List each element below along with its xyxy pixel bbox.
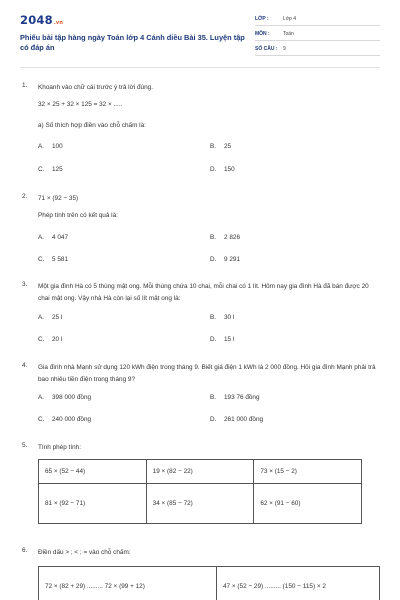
option-letter: D. (210, 416, 217, 423)
table-row (39, 567, 380, 600)
option-text: 240 000 đồng (52, 416, 92, 423)
table-cell: 72 × (82 + 29) ......... 72 × (99 + 12) (39, 567, 217, 600)
table-cell: 62 × (91 − 60) (254, 484, 362, 524)
option-text: 25 (224, 143, 232, 150)
meta-count-row (255, 44, 380, 56)
question-1-prompt: a) Số thích hợp điền vào chỗ chấm là: (38, 122, 146, 129)
question-text: Một gia đình Hà có 5 thùng mật ong. Mỗi thùng chứa 10 chai, mỗi chai có 1 lít. Hôm nay gia đình Hà đã bán được 20 chai mật ong. Vậy nhà Hà còn lại số lít mật ong là: (38, 283, 369, 302)
option-text: 398 000 đồng (52, 394, 92, 401)
header-divider (20, 67, 380, 68)
option-letter: B. (210, 234, 217, 241)
option-c[interactable] (38, 336, 62, 343)
question-text: Tính phép tính: (38, 444, 81, 451)
option-text: 193 76 đồng (224, 394, 260, 401)
option-letter: D. (210, 166, 217, 173)
option-letter: C. (38, 416, 45, 423)
question-number: 5. (22, 442, 28, 449)
option-d[interactable] (210, 166, 235, 173)
option-letter: A. (38, 314, 45, 321)
option-text: 100 (52, 143, 63, 150)
option-text: 30 l (224, 314, 235, 321)
table-row (39, 484, 362, 524)
meta-subject-value: Toán (283, 31, 294, 37)
option-text: 20 l (52, 336, 63, 343)
option-text: 25 l (52, 314, 63, 321)
calculation-table (38, 459, 362, 524)
question-text: Điền dấu > ; < ; = vào chỗ chấm: (38, 549, 131, 556)
site-logo[interactable] (20, 13, 63, 27)
option-c[interactable] (38, 166, 63, 173)
option-text: 4 047 (52, 234, 68, 241)
question-1-expression: 32 × 25 + 32 × 125 = 32 × ..... (38, 101, 123, 108)
option-letter: A. (38, 234, 45, 241)
option-text: 2 826 (224, 234, 240, 241)
option-letter: D. (210, 336, 217, 343)
question-text: Khoanh vào chữ cái trước ý trả lời đúng. (38, 84, 153, 91)
comparison-table (38, 566, 380, 600)
option-b[interactable] (210, 394, 260, 401)
option-d[interactable] (210, 336, 234, 343)
table-cell: 65 × (52 − 44) (39, 460, 147, 484)
option-b[interactable] (210, 314, 234, 321)
worksheet-header (0, 0, 400, 64)
option-letter: A. (38, 394, 45, 401)
worksheet-title: Phiếu bài tập hàng ngày Toán lớp 4 Cánh diều Bài 35. Luyện tập có đáp án (20, 33, 245, 52)
option-a[interactable] (38, 143, 63, 150)
meta-grade-row (255, 14, 380, 26)
table-cell: 34 × (85 − 72) (146, 484, 254, 524)
option-text: 5 581 (52, 256, 68, 263)
option-c[interactable] (38, 416, 91, 423)
option-text: 125 (52, 166, 63, 173)
option-letter: B. (210, 314, 217, 321)
logo-suffix-text: .vn (53, 20, 64, 26)
option-text: 9 291 (224, 256, 240, 263)
meta-count-value: 9 (283, 46, 286, 52)
option-a[interactable] (38, 234, 68, 241)
meta-subject-label: MÔN : (255, 31, 270, 37)
meta-grade-label: LỚP : (255, 16, 269, 22)
question-number: 6. (22, 547, 28, 554)
option-letter: B. (210, 143, 217, 150)
meta-subject-row (255, 29, 380, 41)
table-cell: 73 × (15 − 2) (254, 460, 362, 484)
table-cell: 19 × (82 − 22) (146, 460, 254, 484)
option-d[interactable] (210, 416, 263, 423)
question-number: 4. (22, 362, 28, 369)
question-number: 1. (22, 82, 28, 89)
question-text: Gia đình nhà Mạnh sử dụng 120 kWh điện trong tháng 9. Biết giá điện 1 kWh là 2 000 đồng. Hỏi gia đình Mạnh phải trả bao nhiêu tiền điện trong tháng 9? (38, 364, 376, 383)
option-b[interactable] (210, 234, 240, 241)
option-letter: B. (210, 394, 217, 401)
option-letter: D. (210, 256, 217, 263)
option-letter: C. (38, 256, 45, 263)
option-letter: C. (38, 166, 45, 173)
table-cell: 47 × (52 − 29) ......... (150 − 115) × 2 (217, 567, 380, 600)
option-d[interactable] (210, 256, 240, 263)
option-a[interactable] (38, 314, 62, 321)
question-number: 2. (22, 193, 28, 200)
option-letter: A. (38, 143, 45, 150)
logo-main-text: 2048 (20, 13, 53, 27)
question-number: 3. (22, 281, 28, 288)
table-row (39, 460, 362, 484)
option-a[interactable] (38, 394, 91, 401)
table-cell: 81 × (92 − 71) (39, 484, 147, 524)
option-text: 15 l (224, 336, 235, 343)
option-letter: C. (38, 336, 45, 343)
option-c[interactable] (38, 256, 68, 263)
question-2-prompt: Phép tính trên có kết quả là: (38, 212, 118, 219)
question-text: 71 × (92 − 35) (38, 195, 79, 202)
option-text: 150 (224, 166, 235, 173)
meta-grade-value: Lớp 4 (283, 16, 297, 22)
option-text: 261 000 đồng (224, 416, 264, 423)
meta-count-label: SỐ CÂU : (255, 46, 278, 52)
option-b[interactable] (210, 143, 231, 150)
